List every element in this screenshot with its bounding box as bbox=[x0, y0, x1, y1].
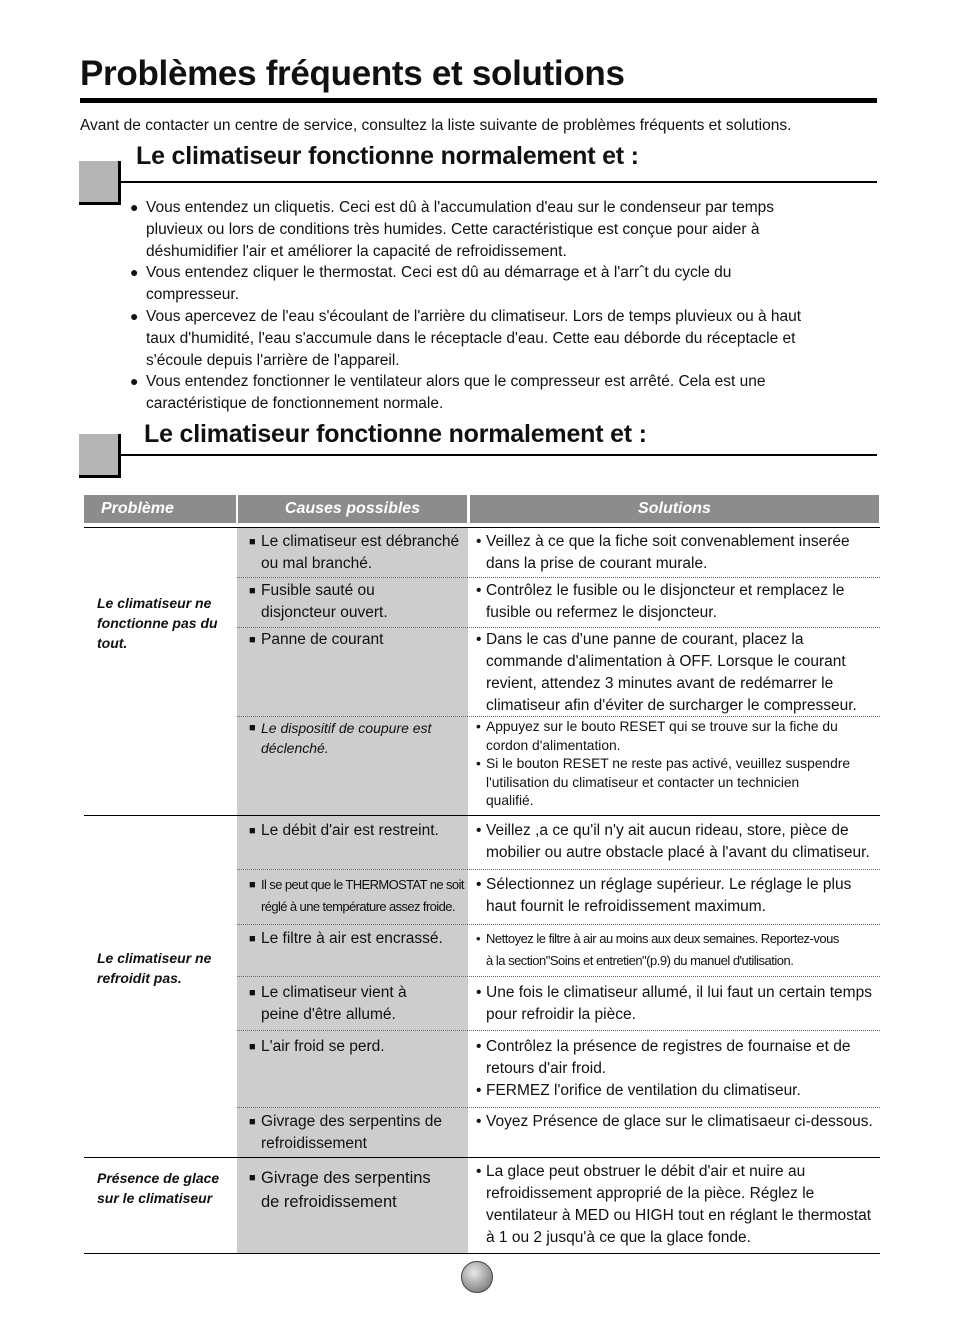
bullet-dot-icon: ● bbox=[130, 307, 139, 324]
cause-cell: ■ Le filtre à air est encrassé. bbox=[249, 928, 465, 950]
list-item: ● Vous entendez cliquer le thermostat. Ceci est dû au démarrage et à l'arrˆt du cycle du compresseur. bbox=[130, 264, 732, 304]
bullet-dot-icon: • bbox=[476, 984, 482, 1001]
bullet-dot-icon: • bbox=[476, 876, 482, 893]
row-divider bbox=[237, 924, 880, 925]
list-item: ● Vous entendez un cliquetis. Ceci est dû à l'accumulation d'eau sur le condenseur par temps pluvieux ou lors de conditions très humides. Cette caractéristique est conçue pour aider à déshumidifier l'air et améliorer la capacité de refroidissement. bbox=[130, 199, 775, 260]
square-bullet-icon: ■ bbox=[249, 933, 256, 945]
cause-cell: ■ Panne de courant bbox=[249, 629, 465, 651]
bullet-dot-icon: ● bbox=[130, 373, 139, 390]
bullet-dot-icon: • bbox=[476, 582, 482, 599]
solution-cell: • Une fois le climatiseur allumé, il lui faut un certain temps pour refroidir la pièce. bbox=[476, 984, 872, 1023]
list-item: ● Vous apercevez de l'eau s'écoulant de l'arrière du climatiseur. Lors de temps pluvieux ou à haut taux d'humidité, l'eau s'accumule dans le réceptacle d'eau. Cette eau déborde du réceptacle et s'écoule depuis l'arrière de l'appareil. bbox=[130, 307, 802, 369]
problem-label: Présence de glace sur le climatiseur bbox=[97, 1170, 220, 1206]
row-divider bbox=[237, 976, 880, 977]
table-rule bbox=[84, 1157, 880, 1158]
cause-cell: ■ Il se peut que le THERMOSTAT ne soit réglé à une température assez froide. bbox=[249, 874, 465, 918]
cause-cell: ■ Le débit d'air est restreint. bbox=[249, 820, 465, 842]
square-bullet-icon: ■ bbox=[249, 1041, 256, 1053]
square-bullet-icon: ■ bbox=[249, 1116, 256, 1128]
solution-cell: • Dans le cas d'une panne de courant, placez la commande d'alimentation à OFF. Lorsque le courant revient, attendez 3 minutes avant de redémarrer le climatiseur afin d'éviter de surcharger le compresseur. bbox=[476, 631, 857, 714]
cause-cell: ■ L'air froid se perd. bbox=[249, 1036, 465, 1058]
row-divider bbox=[237, 869, 880, 870]
table-rule bbox=[84, 1253, 880, 1254]
table-header-solutions: Solutions bbox=[470, 495, 879, 523]
square-bullet-icon: ■ bbox=[249, 536, 256, 548]
section-heading-2: Le climatiseur fonctionne normalement et : bbox=[144, 420, 647, 448]
bullet-dot-icon: • bbox=[476, 822, 482, 839]
bullet-dot-icon: ● bbox=[130, 264, 139, 281]
solution-cell: • Veillez ,a ce qu'il n'y ait aucun rideau, store, pièce de mobilier ou autre obstacle placé à l'avant du climatiseur. bbox=[476, 822, 870, 861]
section-marker-box bbox=[79, 434, 121, 478]
bullet-dot-icon: • bbox=[476, 931, 481, 946]
bullet-dot-icon: • bbox=[476, 1163, 482, 1180]
bullet-dot-icon: • bbox=[476, 719, 481, 734]
square-bullet-icon: ■ bbox=[249, 634, 256, 646]
row-divider bbox=[237, 1030, 880, 1031]
normal-operation-list bbox=[130, 197, 870, 415]
cause-cell: ■ Givrage des serpentins de refroidissement bbox=[249, 1166, 465, 1214]
bullet-dot-icon: • bbox=[476, 1113, 482, 1130]
square-bullet-icon: ■ bbox=[249, 879, 256, 891]
table-header-problem: Problème bbox=[84, 495, 236, 523]
bullet-dot-icon: • bbox=[476, 631, 482, 648]
section-rule-2 bbox=[121, 454, 877, 456]
bullet-dot-icon: • bbox=[476, 1038, 482, 1055]
cause-cell: ■ Fusible sauté ou disjoncteur ouvert. bbox=[249, 582, 388, 621]
cause-cell: ■ Le climatiseur est débranché ou mal branché. bbox=[249, 533, 460, 572]
square-bullet-icon: ■ bbox=[249, 825, 256, 837]
bullet-dot-icon: • bbox=[476, 756, 481, 771]
title-underline bbox=[80, 98, 877, 103]
bullet-dot-icon: • bbox=[476, 1082, 482, 1099]
solution-cell: • La glace peut obstruer le débit d'air et nuire au refroidissement approprié de la pièce. Réglez le ventilateur à MED ou HIGH tout en réglant le thermostat à 1 ou 2 jusqu'à ce que la glace fonde. bbox=[476, 1163, 872, 1246]
cause-cell: ■ Le climatiseur vient à peine d'être allumé. bbox=[249, 984, 407, 1023]
row-divider bbox=[237, 627, 880, 628]
table-header-causes: Causes possibles bbox=[238, 495, 467, 523]
bullet-dot-icon: ● bbox=[130, 199, 139, 215]
solution-cell: • Contrôlez le fusible ou le disjoncteur et remplacez le fusible ou refermez le disjoncteur. bbox=[476, 582, 845, 621]
solution-cell: • Voyez Présence de glace sur le climatisaeur ci-dessous. bbox=[476, 1111, 880, 1133]
page-number-circle-icon bbox=[461, 1261, 493, 1293]
square-bullet-icon: ■ bbox=[249, 722, 256, 734]
table-rule bbox=[84, 527, 880, 528]
page-title: Problèmes fréquents et solutions bbox=[80, 54, 625, 93]
square-bullet-icon: ■ bbox=[249, 987, 256, 999]
row-divider bbox=[237, 577, 880, 578]
solution-cell: • Sélectionnez un réglage supérieur. Le réglage le plus haut fournit le refroidissement maximum. bbox=[476, 876, 852, 915]
intro-text: Avant de contacter un centre de service, consultez la liste suivante de problèmes fréquents et solutions. bbox=[80, 117, 792, 134]
problem-label: Le climatiseur ne fonctionne pas du tout. bbox=[97, 595, 218, 651]
solution-cell: • Nettoyez le filtre à air au moins aux deux semaines. Reportez-vous à la section"Soins et entretien"(p.9) du manuel d'utilisation. bbox=[476, 928, 880, 972]
section-rule-1 bbox=[121, 181, 877, 183]
problem-label: Le climatiseur ne refroidit pas. bbox=[97, 950, 212, 986]
table-rule bbox=[84, 815, 880, 816]
bullet-dot-icon: • bbox=[476, 533, 482, 550]
cause-cell: ■ Givrage des serpentins de refroidissement bbox=[249, 1113, 442, 1152]
list-item: ● Vous entendez fonctionner le ventilateur alors que le compresseur est arrêté. Cela est une caractéristique de fonctionnement normale. bbox=[130, 373, 766, 413]
square-bullet-icon: ■ bbox=[249, 1172, 256, 1184]
section-heading-1: Le climatiseur fonctionne normalement et : bbox=[136, 142, 639, 170]
solution-cell: • Veillez à ce que la fiche soit convenablement inserée dans la prise de courant murale. bbox=[476, 533, 850, 572]
row-divider bbox=[237, 1107, 880, 1108]
solution-cell: • Appuyez sur le bouto RESET qui se trouve sur la fiche du cordon d'alimentation. • Si le bouton RESET ne reste pas activé, veuillez suspendre l'utilisation du climatiseur et contacter un technicien qualifié. bbox=[476, 719, 851, 808]
section-marker-box bbox=[79, 161, 121, 205]
cause-cell: ■ Le dispositif de coupure est déclenché. bbox=[249, 720, 432, 756]
solution-cell: • Contrôlez la présence de registres de fournaise et de retours d'air froid. • FERMEZ l'orifice de ventilation du climatiseur. bbox=[476, 1036, 880, 1102]
square-bullet-icon: ■ bbox=[249, 585, 256, 597]
